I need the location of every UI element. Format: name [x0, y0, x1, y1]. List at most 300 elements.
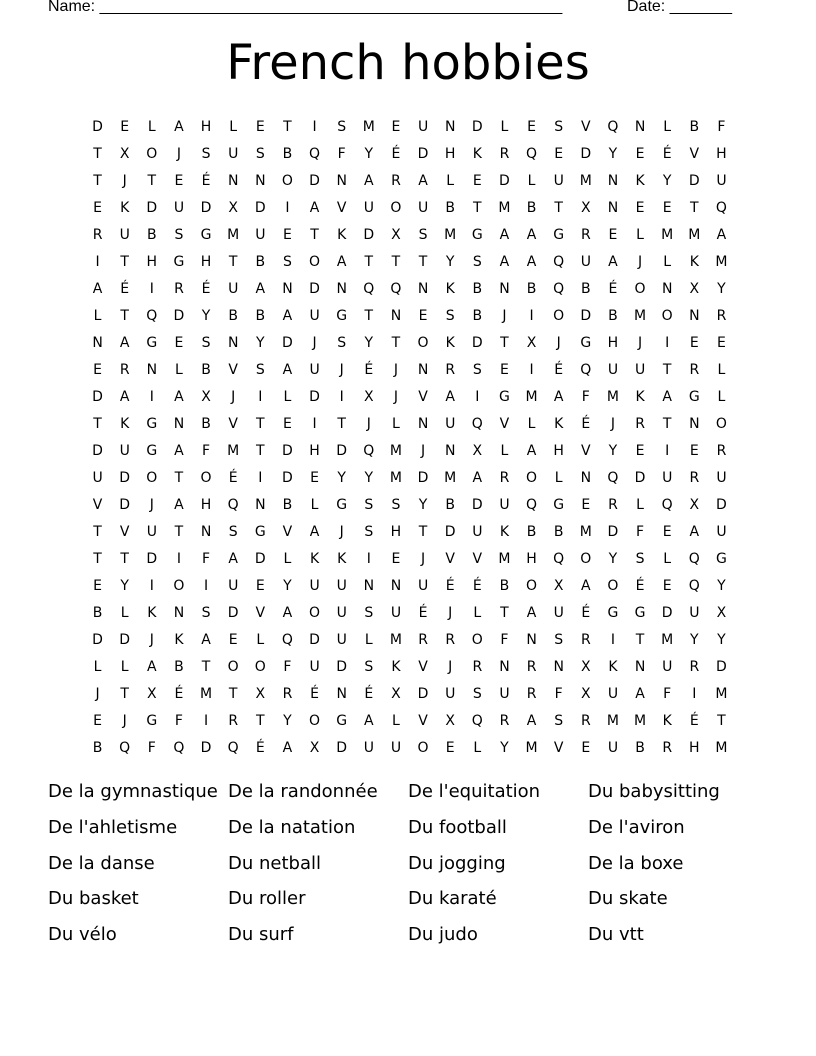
- grid-letter[interactable]: I: [203, 577, 209, 594]
- grid-letter[interactable]: E: [581, 739, 591, 756]
- grid-letter[interactable]: A: [499, 226, 510, 243]
- grid-letter[interactable]: O: [526, 577, 538, 594]
- grid-letter[interactable]: M: [715, 739, 728, 756]
- grid-letter[interactable]: T: [310, 226, 319, 243]
- grid-letter[interactable]: U: [553, 172, 564, 189]
- grid-letter[interactable]: I: [149, 280, 154, 297]
- grid-letter[interactable]: S: [201, 145, 211, 162]
- grid-letter[interactable]: I: [610, 631, 615, 648]
- grid-letter[interactable]: Q: [553, 280, 565, 297]
- grid-letter[interactable]: O: [471, 631, 483, 648]
- grid-letter[interactable]: D: [173, 307, 185, 324]
- grid-letter[interactable]: U: [445, 415, 456, 432]
- grid-letter[interactable]: O: [146, 145, 158, 162]
- grid-letter[interactable]: B: [201, 361, 211, 378]
- grid-letter[interactable]: M: [634, 307, 647, 324]
- grid-letter[interactable]: J: [393, 388, 398, 405]
- grid-letter[interactable]: D: [200, 739, 212, 756]
- grid-letter[interactable]: V: [336, 199, 347, 216]
- grid-letter[interactable]: R: [391, 172, 401, 189]
- grid-letter[interactable]: T: [120, 307, 129, 324]
- grid-letter[interactable]: D: [254, 199, 266, 216]
- grid-letter[interactable]: X: [391, 226, 401, 243]
- grid-letter[interactable]: L: [554, 469, 563, 486]
- grid-letter[interactable]: U: [417, 199, 429, 216]
- grid-letter[interactable]: V: [228, 361, 238, 378]
- grid-letter[interactable]: T: [662, 361, 672, 378]
- grid-letter[interactable]: O: [661, 307, 673, 324]
- grid-letter[interactable]: E: [662, 523, 672, 540]
- grid-letter[interactable]: M: [200, 685, 213, 702]
- grid-letter[interactable]: K: [635, 388, 645, 405]
- grid-letter[interactable]: N: [336, 172, 347, 189]
- grid-letter[interactable]: T: [93, 145, 102, 162]
- grid-letter[interactable]: É: [581, 415, 591, 432]
- grid-letter[interactable]: E: [174, 334, 184, 351]
- grid-letter[interactable]: Y: [283, 577, 292, 594]
- grid-letter[interactable]: S: [337, 334, 347, 351]
- grid-letter[interactable]: D: [119, 496, 131, 513]
- grid-letter[interactable]: E: [717, 334, 726, 351]
- grid-letter[interactable]: É: [201, 280, 211, 297]
- grid-letter[interactable]: J: [448, 604, 453, 621]
- grid-letter[interactable]: X: [472, 442, 483, 459]
- grid-letter[interactable]: Y: [283, 712, 292, 729]
- grid-letter[interactable]: T: [418, 523, 428, 540]
- grid-letter[interactable]: É: [228, 469, 238, 486]
- grid-letter[interactable]: N: [146, 361, 158, 378]
- grid-letter[interactable]: M: [634, 712, 647, 729]
- grid-letter[interactable]: F: [202, 442, 211, 459]
- grid-letter[interactable]: J: [231, 388, 236, 405]
- grid-letter[interactable]: K: [174, 631, 184, 648]
- grid-letter[interactable]: I: [665, 442, 670, 459]
- grid-letter[interactable]: N: [363, 577, 375, 594]
- grid-letter[interactable]: A: [119, 388, 130, 405]
- grid-letter[interactable]: F: [554, 685, 563, 702]
- grid-letter[interactable]: L: [310, 496, 319, 513]
- grid-letter[interactable]: B: [635, 739, 645, 756]
- grid-letter[interactable]: R: [445, 631, 456, 648]
- grid-letter[interactable]: V: [445, 550, 455, 567]
- grid-letter[interactable]: M: [227, 226, 240, 243]
- grid-letter[interactable]: T: [337, 415, 346, 432]
- grid-letter[interactable]: K: [445, 334, 455, 351]
- grid-letter[interactable]: B: [689, 118, 700, 135]
- grid-letter[interactable]: E: [255, 577, 265, 594]
- grid-letter[interactable]: I: [475, 388, 480, 405]
- grid-letter[interactable]: T: [391, 334, 401, 351]
- grid-letter[interactable]: L: [392, 712, 400, 729]
- grid-letter[interactable]: U: [716, 469, 727, 486]
- grid-letter[interactable]: E: [418, 307, 428, 324]
- grid-letter[interactable]: X: [689, 496, 700, 513]
- grid-letter[interactable]: I: [312, 415, 317, 432]
- grid-letter[interactable]: B: [445, 496, 455, 513]
- grid-letter[interactable]: J: [637, 334, 643, 351]
- grid-letter[interactable]: A: [526, 604, 537, 621]
- grid-letter[interactable]: M: [498, 199, 511, 216]
- grid-letter[interactable]: X: [553, 577, 564, 594]
- grid-letter[interactable]: N: [173, 415, 185, 432]
- grid-letter[interactable]: V: [499, 415, 510, 432]
- grid-letter[interactable]: Q: [363, 442, 375, 459]
- grid-letter[interactable]: Y: [364, 334, 374, 351]
- grid-letter[interactable]: Q: [281, 631, 293, 648]
- grid-letter[interactable]: U: [417, 118, 429, 135]
- grid-letter[interactable]: F: [500, 631, 509, 648]
- grid-letter[interactable]: É: [689, 712, 699, 729]
- grid-letter[interactable]: Q: [390, 280, 402, 297]
- grid-letter[interactable]: G: [336, 307, 348, 324]
- grid-letter[interactable]: S: [364, 496, 374, 513]
- grid-letter[interactable]: A: [201, 631, 211, 648]
- grid-letter[interactable]: U: [499, 685, 510, 702]
- grid-letter[interactable]: R: [716, 307, 727, 324]
- grid-letter[interactable]: É: [201, 172, 211, 189]
- grid-letter[interactable]: U: [309, 307, 320, 324]
- grid-letter[interactable]: G: [146, 712, 158, 729]
- grid-letter[interactable]: S: [554, 631, 564, 648]
- grid-letter[interactable]: Y: [662, 172, 672, 189]
- grid-letter[interactable]: É: [391, 145, 401, 162]
- grid-letter[interactable]: A: [282, 604, 293, 621]
- grid-letter[interactable]: R: [716, 442, 727, 459]
- grid-letter[interactable]: N: [607, 172, 619, 189]
- grid-letter[interactable]: T: [256, 712, 265, 729]
- grid-letter[interactable]: D: [716, 658, 727, 675]
- grid-letter[interactable]: L: [283, 550, 292, 567]
- grid-letter[interactable]: D: [119, 631, 131, 648]
- grid-letter[interactable]: R: [580, 712, 591, 729]
- grid-letter[interactable]: M: [579, 172, 592, 189]
- grid-letter[interactable]: X: [255, 685, 266, 702]
- grid-letter[interactable]: G: [173, 253, 185, 270]
- grid-letter[interactable]: R: [526, 658, 537, 675]
- grid-letter[interactable]: D: [92, 631, 103, 648]
- grid-letter[interactable]: M: [525, 739, 538, 756]
- grid-letter[interactable]: X: [119, 145, 130, 162]
- grid-letter[interactable]: D: [336, 739, 348, 756]
- grid-letter[interactable]: U: [607, 739, 619, 756]
- grid-letter[interactable]: Y: [608, 442, 618, 459]
- grid-letter[interactable]: O: [254, 658, 266, 675]
- grid-letter[interactable]: U: [580, 253, 591, 270]
- grid-letter[interactable]: L: [473, 604, 482, 621]
- grid-letter[interactable]: D: [471, 496, 483, 513]
- grid-letter[interactable]: U: [336, 604, 347, 621]
- grid-letter[interactable]: N: [227, 334, 239, 351]
- grid-letter[interactable]: Q: [553, 550, 565, 567]
- grid-letter[interactable]: V: [418, 712, 428, 729]
- grid-letter[interactable]: I: [149, 577, 154, 594]
- grid-letter[interactable]: U: [390, 604, 402, 621]
- grid-letter[interactable]: H: [444, 145, 456, 162]
- grid-letter[interactable]: B: [553, 523, 564, 540]
- grid-letter[interactable]: Q: [471, 712, 483, 729]
- grid-letter[interactable]: B: [201, 415, 211, 432]
- grid-letter[interactable]: O: [553, 307, 565, 324]
- grid-letter[interactable]: K: [309, 550, 320, 567]
- grid-letter[interactable]: E: [120, 118, 130, 135]
- grid-letter[interactable]: J: [502, 307, 507, 324]
- grid-letter[interactable]: U: [146, 523, 157, 540]
- grid-letter[interactable]: S: [554, 712, 564, 729]
- grid-letter[interactable]: O: [309, 253, 321, 270]
- grid-letter[interactable]: R: [499, 145, 510, 162]
- grid-letter[interactable]: R: [92, 226, 103, 243]
- grid-letter[interactable]: D: [282, 469, 293, 486]
- grid-letter[interactable]: Y: [608, 550, 618, 567]
- grid-letter[interactable]: Q: [526, 496, 538, 513]
- grid-letter[interactable]: A: [445, 388, 455, 405]
- grid-letter[interactable]: U: [92, 469, 103, 486]
- grid-letter[interactable]: B: [499, 577, 510, 594]
- grid-letter[interactable]: N: [689, 307, 700, 324]
- grid-letter[interactable]: K: [120, 415, 130, 432]
- grid-letter[interactable]: M: [688, 226, 701, 243]
- grid-letter[interactable]: U: [119, 226, 130, 243]
- grid-letter[interactable]: R: [418, 631, 428, 648]
- grid-letter[interactable]: X: [445, 712, 455, 729]
- grid-letter[interactable]: R: [174, 280, 184, 297]
- grid-letter[interactable]: H: [607, 334, 619, 351]
- grid-letter[interactable]: L: [527, 172, 536, 189]
- grid-letter[interactable]: G: [716, 550, 727, 567]
- grid-letter[interactable]: G: [499, 388, 510, 405]
- grid-letter[interactable]: A: [119, 334, 130, 351]
- grid-letter[interactable]: A: [689, 523, 700, 540]
- grid-letter[interactable]: L: [717, 361, 726, 378]
- grid-letter[interactable]: D: [444, 523, 456, 540]
- grid-letter[interactable]: J: [610, 415, 615, 432]
- grid-letter[interactable]: B: [526, 280, 537, 297]
- grid-letter[interactable]: L: [120, 604, 129, 621]
- grid-letter[interactable]: F: [581, 388, 590, 405]
- grid-letter[interactable]: N: [580, 469, 592, 486]
- grid-letter[interactable]: Q: [227, 739, 239, 756]
- grid-letter[interactable]: U: [336, 577, 347, 594]
- grid-letter[interactable]: J: [122, 712, 127, 729]
- grid-letter[interactable]: L: [175, 361, 183, 378]
- grid-letter[interactable]: Q: [607, 469, 619, 486]
- grid-letter[interactable]: T: [256, 442, 265, 459]
- grid-letter[interactable]: Y: [418, 496, 428, 513]
- grid-letter[interactable]: V: [418, 388, 428, 405]
- grid-letter[interactable]: E: [689, 442, 699, 459]
- grid-letter[interactable]: Y: [717, 280, 726, 297]
- grid-letter[interactable]: J: [122, 172, 127, 189]
- grid-letter[interactable]: J: [149, 496, 154, 513]
- grid-letter[interactable]: R: [689, 658, 700, 675]
- grid-letter[interactable]: V: [553, 739, 564, 756]
- grid-letter[interactable]: I: [95, 253, 100, 270]
- grid-letter[interactable]: A: [526, 712, 537, 729]
- grid-letter[interactable]: F: [636, 523, 645, 540]
- grid-letter[interactable]: U: [309, 577, 320, 594]
- grid-letter[interactable]: T: [500, 604, 509, 621]
- grid-letter[interactable]: N: [336, 685, 347, 702]
- grid-letter[interactable]: Q: [119, 739, 131, 756]
- grid-letter[interactable]: Q: [688, 550, 700, 567]
- grid-letter[interactable]: V: [581, 118, 591, 135]
- grid-letter[interactable]: J: [366, 415, 371, 432]
- grid-letter[interactable]: E: [662, 199, 672, 216]
- grid-letter[interactable]: N: [173, 604, 185, 621]
- grid-letter[interactable]: U: [472, 523, 483, 540]
- grid-letter[interactable]: T: [256, 415, 265, 432]
- grid-letter[interactable]: T: [554, 199, 563, 216]
- grid-letter[interactable]: X: [689, 280, 700, 297]
- grid-letter[interactable]: Q: [146, 307, 158, 324]
- grid-letter[interactable]: E: [255, 118, 265, 135]
- grid-letter[interactable]: L: [473, 739, 482, 756]
- grid-letter[interactable]: L: [147, 118, 156, 135]
- grid-letter[interactable]: B: [472, 307, 483, 324]
- grid-letter[interactable]: X: [228, 199, 238, 216]
- grid-letter[interactable]: Y: [256, 334, 265, 351]
- grid-letter[interactable]: S: [554, 118, 564, 135]
- grid-letter[interactable]: A: [526, 226, 537, 243]
- grid-letter[interactable]: T: [93, 172, 102, 189]
- grid-letter[interactable]: T: [500, 334, 509, 351]
- grid-letter[interactable]: E: [283, 226, 292, 243]
- grid-letter[interactable]: G: [200, 226, 212, 243]
- grid-letter[interactable]: A: [174, 118, 184, 135]
- grid-letter[interactable]: M: [389, 469, 402, 486]
- grid-letter[interactable]: A: [526, 442, 537, 459]
- grid-letter[interactable]: N: [417, 361, 429, 378]
- grid-letter[interactable]: S: [364, 658, 374, 675]
- grid-letter[interactable]: B: [255, 253, 266, 270]
- grid-letter[interactable]: E: [391, 118, 401, 135]
- grid-letter[interactable]: É: [635, 577, 645, 594]
- grid-letter[interactable]: O: [200, 469, 212, 486]
- grid-letter[interactable]: I: [529, 361, 534, 378]
- grid-letter[interactable]: H: [309, 442, 320, 459]
- grid-letter[interactable]: B: [228, 307, 238, 324]
- grid-letter[interactable]: Q: [309, 145, 321, 162]
- grid-letter[interactable]: L: [364, 631, 373, 648]
- grid-letter[interactable]: N: [417, 415, 429, 432]
- grid-letter[interactable]: O: [634, 280, 646, 297]
- grid-letter[interactable]: M: [606, 388, 619, 405]
- grid-letter[interactable]: J: [420, 442, 426, 459]
- grid-letter[interactable]: D: [499, 172, 510, 189]
- grid-letter[interactable]: S: [174, 226, 184, 243]
- grid-letter[interactable]: N: [553, 658, 564, 675]
- grid-letter[interactable]: A: [635, 685, 645, 702]
- grid-letter[interactable]: O: [309, 604, 321, 621]
- grid-letter[interactable]: M: [715, 685, 728, 702]
- grid-letter[interactable]: G: [553, 496, 565, 513]
- grid-letter[interactable]: O: [309, 712, 321, 729]
- grid-letter[interactable]: F: [283, 658, 292, 675]
- grid-letter[interactable]: B: [147, 226, 157, 243]
- grid-letter[interactable]: É: [554, 361, 564, 378]
- grid-letter[interactable]: I: [285, 199, 290, 216]
- grid-letter[interactable]: U: [363, 199, 374, 216]
- grid-letter[interactable]: É: [445, 577, 455, 594]
- grid-letter[interactable]: E: [500, 361, 509, 378]
- grid-letter[interactable]: A: [364, 172, 374, 189]
- grid-letter[interactable]: D: [471, 334, 483, 351]
- grid-letter[interactable]: D: [634, 469, 646, 486]
- grid-letter[interactable]: I: [529, 307, 534, 324]
- grid-letter[interactable]: D: [119, 469, 131, 486]
- grid-letter[interactable]: N: [444, 442, 456, 459]
- grid-letter[interactable]: A: [282, 307, 293, 324]
- grid-letter[interactable]: S: [391, 496, 401, 513]
- grid-letter[interactable]: L: [120, 658, 129, 675]
- grid-letter[interactable]: L: [663, 550, 672, 567]
- grid-letter[interactable]: M: [389, 631, 402, 648]
- grid-letter[interactable]: É: [174, 685, 184, 702]
- grid-letter[interactable]: E: [228, 631, 238, 648]
- grid-letter[interactable]: A: [174, 442, 184, 459]
- grid-letter[interactable]: S: [472, 685, 482, 702]
- grid-letter[interactable]: I: [203, 712, 209, 729]
- grid-letter[interactable]: É: [581, 604, 591, 621]
- grid-letter[interactable]: É: [418, 604, 428, 621]
- grid-letter[interactable]: S: [364, 523, 374, 540]
- grid-letter[interactable]: É: [608, 280, 618, 297]
- grid-letter[interactable]: D: [580, 145, 592, 162]
- grid-letter[interactable]: J: [420, 550, 426, 567]
- grid-letter[interactable]: R: [445, 361, 456, 378]
- grid-letter[interactable]: U: [716, 523, 727, 540]
- grid-letter[interactable]: M: [661, 226, 674, 243]
- grid-letter[interactable]: U: [607, 361, 619, 378]
- grid-letter[interactable]: B: [526, 199, 537, 216]
- grid-letter[interactable]: B: [526, 523, 537, 540]
- grid-letter[interactable]: U: [119, 442, 130, 459]
- grid-letter[interactable]: T: [147, 172, 157, 189]
- grid-letter[interactable]: D: [254, 550, 266, 567]
- grid-letter[interactable]: T: [228, 253, 238, 270]
- grid-letter[interactable]: A: [418, 172, 428, 189]
- grid-letter[interactable]: É: [310, 685, 319, 702]
- grid-letter[interactable]: T: [228, 685, 238, 702]
- grid-letter[interactable]: O: [417, 739, 429, 756]
- grid-letter[interactable]: S: [635, 550, 645, 567]
- grid-letter[interactable]: T: [93, 415, 102, 432]
- grid-letter[interactable]: B: [255, 307, 266, 324]
- grid-letter[interactable]: V: [472, 550, 483, 567]
- grid-letter[interactable]: U: [173, 199, 185, 216]
- grid-letter[interactable]: M: [715, 253, 728, 270]
- grid-letter[interactable]: U: [228, 577, 239, 594]
- grid-letter[interactable]: Q: [580, 361, 592, 378]
- grid-letter[interactable]: V: [119, 523, 130, 540]
- grid-letter[interactable]: O: [227, 658, 239, 675]
- grid-letter[interactable]: G: [254, 523, 266, 540]
- grid-letter[interactable]: K: [662, 712, 672, 729]
- grid-letter[interactable]: Q: [553, 253, 565, 270]
- grid-letter[interactable]: A: [553, 388, 564, 405]
- grid-letter[interactable]: R: [499, 469, 510, 486]
- grid-letter[interactable]: I: [258, 388, 263, 405]
- grid-letter[interactable]: K: [445, 280, 455, 297]
- grid-letter[interactable]: E: [581, 496, 591, 513]
- grid-letter[interactable]: H: [200, 253, 212, 270]
- grid-letter[interactable]: Q: [471, 415, 483, 432]
- grid-letter[interactable]: U: [309, 658, 320, 675]
- grid-letter[interactable]: L: [663, 118, 672, 135]
- grid-letter[interactable]: U: [662, 658, 673, 675]
- grid-letter[interactable]: S: [364, 604, 374, 621]
- grid-letter[interactable]: M: [661, 631, 674, 648]
